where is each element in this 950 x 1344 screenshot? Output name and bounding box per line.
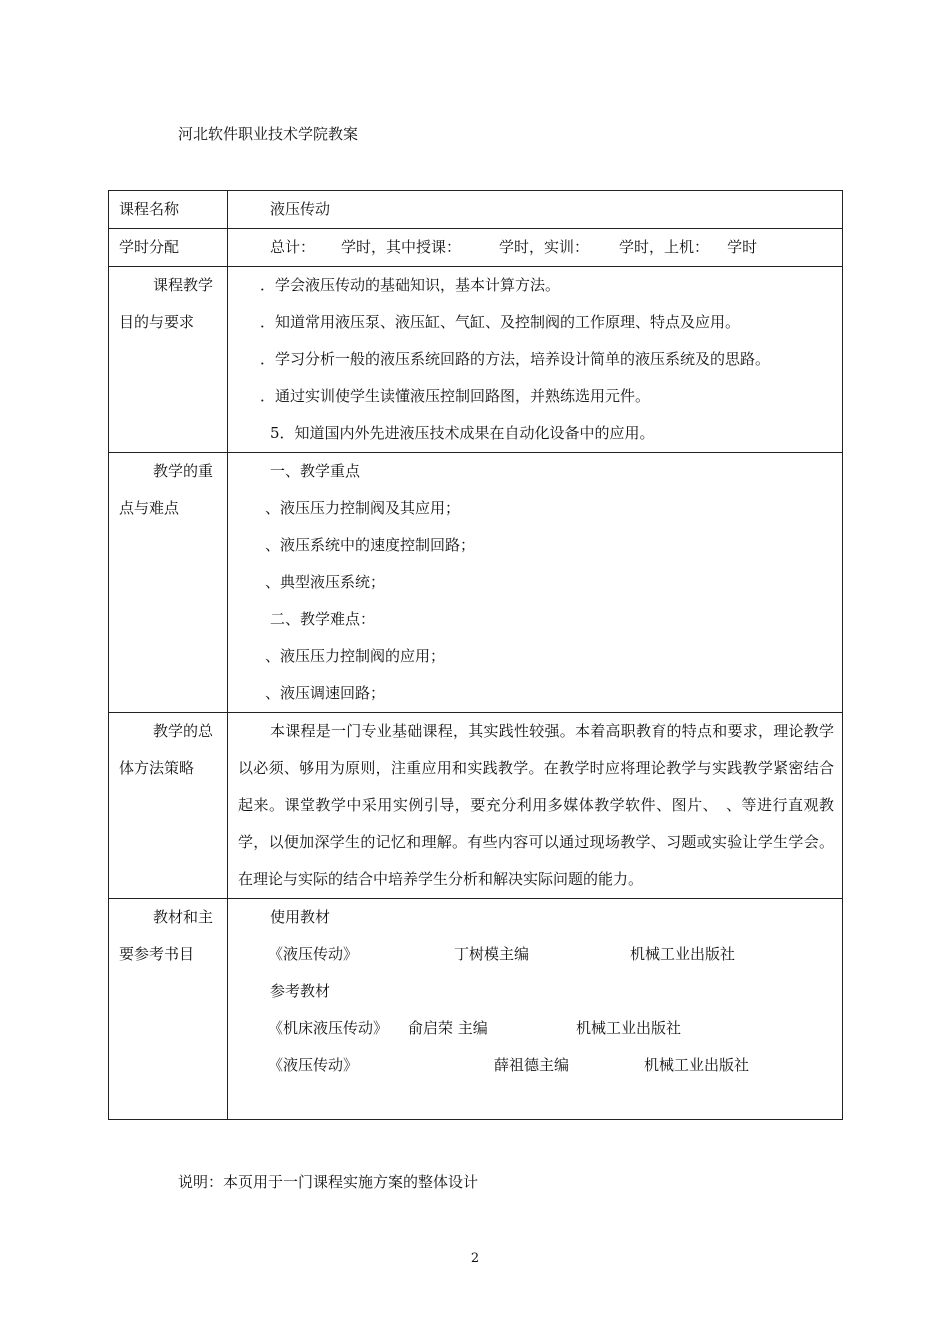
difficult-point-item: 、液压压力控制阀的应用； [265, 647, 446, 665]
book-title: 《液压传动》 [268, 945, 359, 963]
row-goals [109, 267, 843, 453]
used-book [228, 936, 842, 973]
hours-lecture: 学时，其中授课： [341, 238, 462, 256]
book-author: 薛祖德主编 [494, 1056, 570, 1074]
book-title: 《机床液压传动》 [268, 1019, 389, 1037]
row-books [109, 899, 843, 1120]
book-publisher: 机械工业出版社 [576, 1019, 682, 1037]
goal-item: ．学会液压传动的基础知识，基本计算方法。 [260, 276, 561, 294]
book-title: 《液压传动》 [268, 1056, 359, 1074]
row-key-points [109, 453, 843, 713]
key-points-title: 一、教学重点 [270, 462, 361, 480]
label-books-2: 要参考书目 [119, 945, 195, 963]
difficult-point-item: 、液压调速回路； [265, 684, 386, 702]
label-method-1: 教学的总 [153, 722, 214, 740]
goal-item: ．学习分析一般的液压系统回路的方法，培养设计简单的液压系统及的思路。 [260, 350, 771, 368]
book-publisher: 机械工业出版社 [630, 945, 736, 963]
used-books-title: 使用教材 [270, 908, 331, 926]
ref-book [228, 1047, 842, 1084]
hours-training: 学时，实训： [499, 238, 590, 256]
method-text: 本课程是一门专业基础课程，其实践性较强。本着高职教育的特点和要求，理论教学以必须、够用为原则，注重应用和实践教学。在教学时应将理论教学与实践教学紧密结合起来。课堂教学中采用实例引导，要充分利用多媒体教学软件、图片、 、等进行直观教学，以便加深学生的记忆和理解。有些内容可以通过现场教学、习题或实验让学生学会。在理论与实际的结合中培养学生分析和解决实际问题的能力。 [238, 722, 834, 888]
lesson-plan-table [108, 190, 843, 1120]
book-publisher: 机械工业出版社 [644, 1056, 750, 1074]
book-author: 俞启荣 主编 [408, 1019, 488, 1037]
course-name-value: 液压传动 [270, 200, 331, 218]
book-author: 丁树模主编 [454, 945, 530, 963]
key-point-item: 、典型液压系统； [265, 573, 386, 591]
key-point-item: 、液压系统中的速度控制回路； [265, 536, 476, 554]
row-course-name [109, 191, 843, 229]
ref-book [228, 1010, 842, 1047]
goal-item: ．知道常用液压泵、液压缸、气缸、及控制阀的工作原理、特点及应用。 [260, 313, 741, 331]
footnote: 说明：本页用于一门课程实施方案的整体设计 [178, 1173, 479, 1191]
label-key-2: 点与难点 [119, 499, 180, 517]
page-number: 2 [470, 1251, 480, 1266]
document-header: 河北软件职业技术学院教案 [178, 125, 359, 143]
difficult-points-title: 二、教学难点： [270, 610, 376, 628]
label-method-2: 体方法策略 [119, 759, 195, 777]
ref-books-title: 参考教材 [270, 982, 331, 1000]
label-goals-2: 目的与要求 [119, 313, 195, 331]
goal-item: 5．知道国内外先进液压技术成果在自动化设备中的应用。 [270, 424, 655, 442]
label-key-1: 教学的重 [153, 462, 214, 480]
label-goals-1: 课程教学 [153, 276, 214, 294]
hours-total: 总计： [270, 238, 316, 256]
label-hours: 学时分配 [119, 238, 180, 256]
hours-end: 学时 [727, 238, 758, 256]
goal-item: ．通过实训使学生读懂液压控制回路图，并熟练选用元件。 [260, 387, 651, 405]
label-course-name: 课程名称 [119, 200, 180, 218]
key-point-item: 、液压压力控制阀及其应用； [265, 499, 461, 517]
hours-value [228, 229, 842, 266]
row-hours [109, 229, 843, 267]
row-method [109, 713, 843, 899]
label-books-1: 教材和主 [153, 908, 214, 926]
hours-computer: 学时，上机： [619, 238, 710, 256]
